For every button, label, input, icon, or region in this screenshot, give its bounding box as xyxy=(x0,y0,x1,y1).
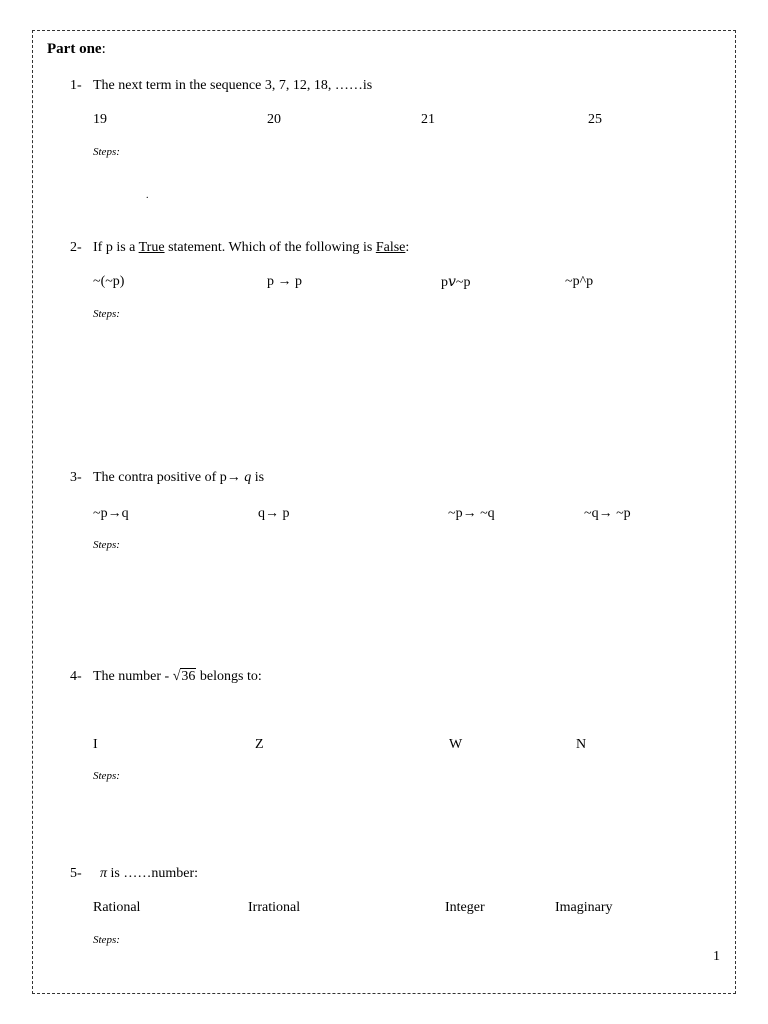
stray-dot: . xyxy=(146,190,149,201)
question-4-option-d: N xyxy=(576,737,587,752)
question-2-option-d: ~p^p xyxy=(565,274,594,289)
question-5-steps-label: Steps: xyxy=(93,934,120,946)
question-5-option-d: Imaginary xyxy=(555,900,613,915)
pi-symbol: π xyxy=(100,866,108,881)
question-2-text: If p is a True statement. Which of the following is False: xyxy=(93,240,410,255)
question-1-text: The next term in the sequence 3, 7, 12, 18, ……is xyxy=(93,78,373,93)
question-2-steps-label: Steps: xyxy=(93,308,120,320)
question-4-number: 4- xyxy=(70,669,82,684)
question-4-option-c: W xyxy=(449,737,463,752)
question-4-option-a: I xyxy=(93,737,98,752)
question-3-steps-label: Steps: xyxy=(93,539,120,551)
question-1-steps-label: Steps: xyxy=(93,146,120,158)
question-4-option-b: Z xyxy=(255,737,264,752)
question-2-number: 2- xyxy=(70,240,82,255)
question-3-option-a: ~p→q xyxy=(93,506,129,521)
question-1-number: 1- xyxy=(70,78,82,93)
question-5-option-a: Rational xyxy=(93,900,141,915)
question-4-steps-label: Steps: xyxy=(93,770,120,782)
question-1-option-b: 20 xyxy=(267,112,281,127)
question-1-option-a: 19 xyxy=(93,112,107,127)
question-5-option-c: Integer xyxy=(445,900,485,915)
question-2-option-a: ~(~p) xyxy=(93,274,125,289)
part-heading: Part one: xyxy=(47,41,106,57)
question-5-number: 5- xyxy=(70,866,82,881)
question-3-option-c: ~p→ ~q xyxy=(448,506,495,521)
question-5-text: π is ……number: xyxy=(100,866,199,881)
question-5-option-b: Irrational xyxy=(248,900,301,915)
question-2-option-b: p → p xyxy=(267,274,302,289)
question-3-option-b: q→ p xyxy=(258,506,290,521)
true-word: True xyxy=(138,240,165,255)
question-3-number: 3- xyxy=(70,470,82,485)
page-number: 1 xyxy=(713,949,720,964)
question-4-text: The number - √36 belongs to: xyxy=(93,669,262,684)
question-1-option-c: 21 xyxy=(421,112,435,127)
false-word: False xyxy=(375,240,406,255)
question-3-text: The contra positive of p→ q is xyxy=(93,470,265,485)
question-1-option-d: 25 xyxy=(588,112,602,127)
question-3-option-d: ~q→ ~p xyxy=(584,506,631,521)
question-2-option-c: p𝑣~p xyxy=(441,275,471,290)
square-root: √36 xyxy=(172,669,196,684)
